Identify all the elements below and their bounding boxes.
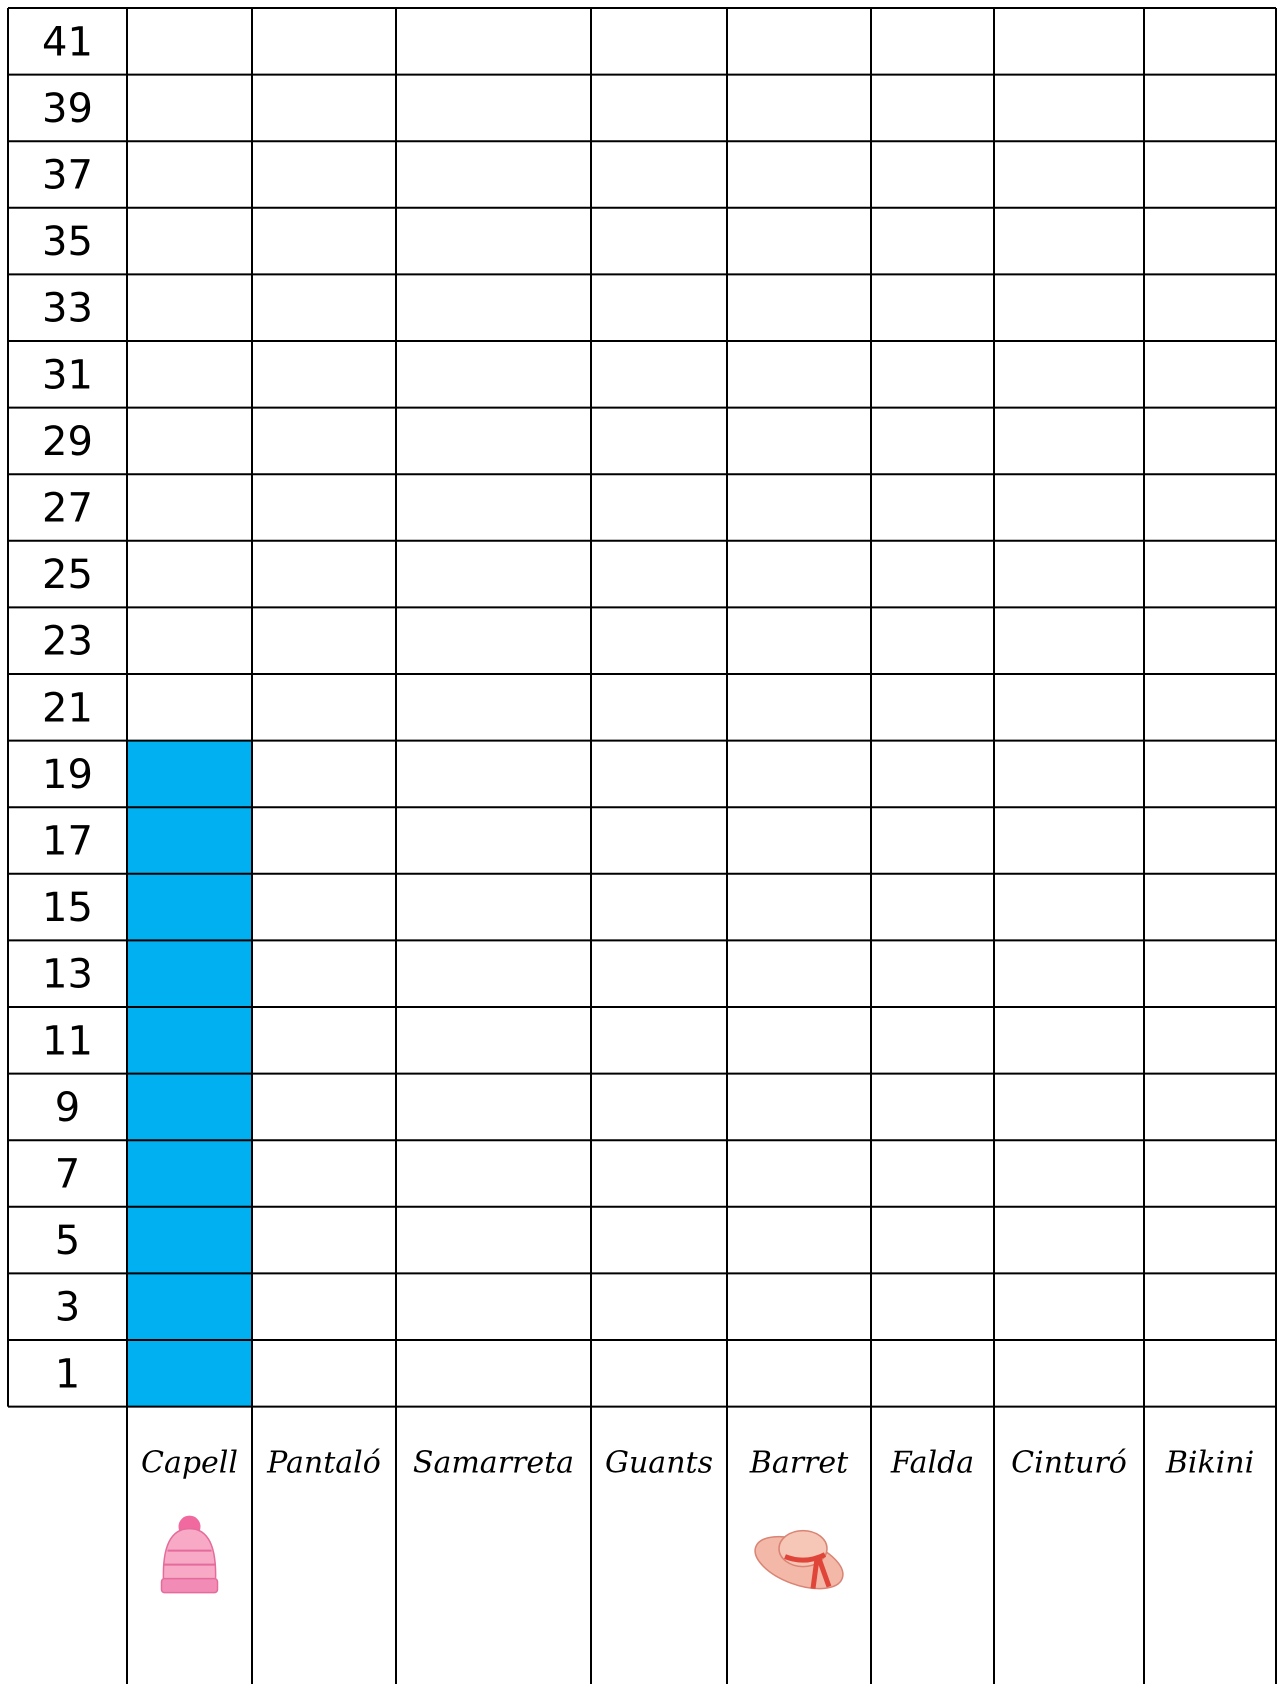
category-label: Guants [605, 1445, 713, 1481]
y-tick-label: 15 [42, 885, 93, 932]
y-tick-label: 19 [42, 751, 93, 798]
y-tick-label: 35 [42, 219, 93, 266]
y-tick-label: 7 [54, 1151, 81, 1198]
category-label: Cinturó [1011, 1445, 1127, 1481]
pink-wool-beanie-icon [162, 1516, 218, 1593]
category-label: Capell [141, 1445, 238, 1481]
y-tick-label: 39 [42, 85, 93, 132]
y-tick-label: 11 [42, 1018, 93, 1065]
y-tick-label: 31 [42, 352, 93, 399]
y-tick-label: 13 [42, 951, 93, 998]
category-label: Barret [749, 1445, 849, 1481]
category-label: Pantaló [267, 1445, 381, 1481]
y-tick-label: 1 [54, 1351, 81, 1398]
y-tick-label: 21 [42, 685, 93, 732]
y-tick-label: 23 [42, 618, 93, 665]
y-tick-label: 41 [42, 19, 93, 66]
y-tick-label: 17 [42, 818, 93, 865]
y-tick-label: 29 [42, 418, 93, 465]
y-tick-label: 3 [54, 1284, 81, 1331]
sun-hat-icon [748, 1526, 850, 1599]
category-label: Bikini [1165, 1445, 1255, 1481]
y-tick-label: 5 [54, 1218, 81, 1265]
y-tick-label: 33 [42, 285, 93, 332]
category-label: Samarreta [412, 1445, 575, 1481]
category-label: Falda [890, 1445, 975, 1481]
y-tick-label: 9 [54, 1084, 81, 1131]
y-tick-label: 37 [42, 152, 93, 199]
y-tick-label: 25 [42, 552, 93, 599]
y-tick-label: 27 [42, 485, 93, 532]
